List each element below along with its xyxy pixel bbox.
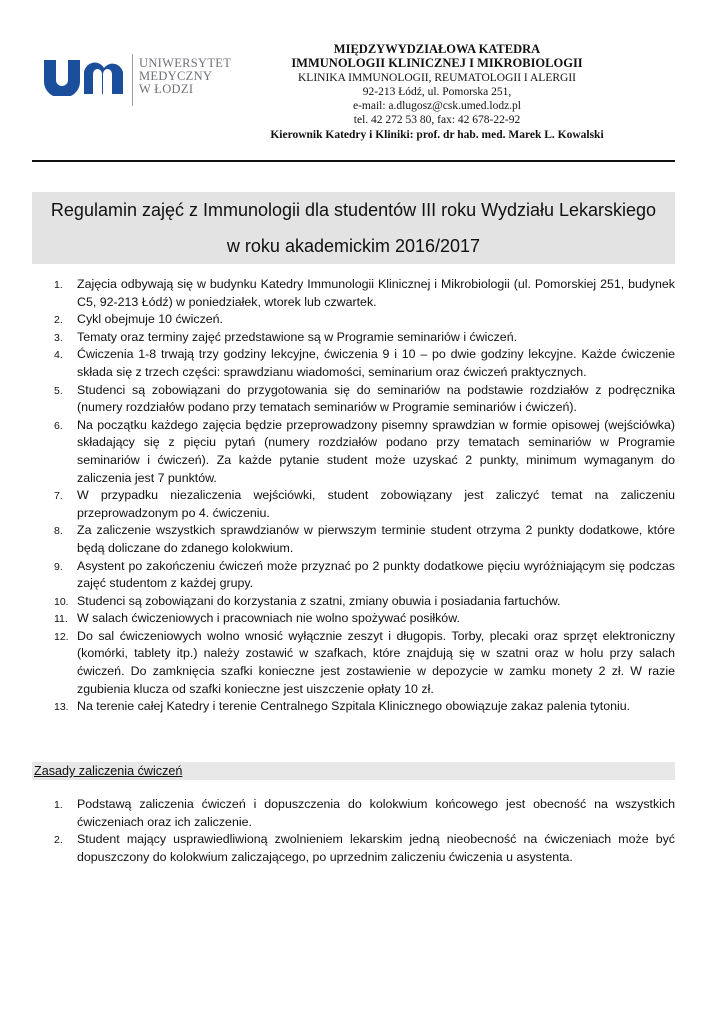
department-name-2: IMMUNOLOGII KLINICZNEJ I MIKROBIOLOGII — [291, 56, 583, 71]
credit-rule-number: 1. — [54, 799, 63, 811]
rule-item — [32, 417, 675, 487]
rule-item — [32, 276, 675, 311]
rule-number: 8. — [54, 525, 63, 538]
rule-text: Zajęcia odbywają się w budynku Katedry Immunologii Klinicznej i Mikrobiologii (ul. Pomorskiej 251, budynek C5, 92-213 Łódź) w poniedziałek, wtorek lub czwartek. — [77, 277, 675, 309]
credit-rule-text: Student mający usprawiedliwioną zwolnieniem lekarskim jedną nieobecność na ćwiczeniach może być dopuszczony do kolokwium zaliczającego, po uprzednim zaliczeniu ćwiczenia u asystenta. — [77, 832, 675, 864]
rules-list — [32, 276, 675, 716]
title-line-1: Regulamin zajęć z Immunologii dla studentów III roku Wydziału Lekarskiego — [50, 200, 657, 220]
rule-item — [32, 329, 675, 347]
rule-item — [32, 522, 675, 557]
rule-text: Do sal ćwiczeniowych wolno wnosić wyłącznie zeszyt i długopis. Torby, plecaki oraz sprzęt elektroniczny (komórki, tablety itp.) należy zostawić w szafkach, które znajdują się w szatni oraz w holu przy salach ćwiczeń. Do zamknięcia szafki konieczne jest zostawienie w depozycie w zamku monety 2 zł. W razie zgubienia klucza od szafki konieczne jest uiszczenie opłaty 10 zł. — [77, 628, 675, 696]
university-logo — [42, 54, 242, 114]
rule-item — [32, 593, 675, 611]
rule-number: 9. — [54, 560, 63, 573]
header-divider — [32, 160, 675, 162]
logo-line-1: UNIWERSYTET — [139, 56, 232, 70]
rule-text: Ćwiczenia 1-8 trwają trzy godziny lekcyjne, ćwiczenia 9 i 10 – po dwie godziny lekcyjne. Każde ćwiczenie składa się z trzech części: sprawdzianu wiadomości, seminarium oraz ćwiczeń praktycznych. — [77, 347, 675, 379]
university-name — [139, 57, 231, 96]
logo-separator — [132, 54, 133, 106]
clinic-name: KLINIKA IMMUNOLOGII, REUMATOLOGII I ALERGII — [298, 71, 576, 84]
rule-item — [32, 346, 675, 381]
rule-text: Za zaliczenie wszystkich sprawdzianów w pierwszym terminie student otrzyma 2 punkty dodatkowe, które będą doliczane do zdanego kolokwium. — [77, 523, 675, 555]
rule-number: 10. — [54, 595, 69, 608]
logo-line-3: W ŁODZI — [139, 82, 194, 96]
um-logo-icon — [42, 58, 124, 96]
rule-text: Na terenie całej Katedry i terenie Centralnego Szpitala Klinicznego obowiązuje zakaz palenia tytoniu. — [77, 699, 631, 714]
title-line-2: w roku akademickim 2016/2017 — [226, 236, 481, 256]
email: e-mail: a.dlugosz@csk.umed.lodz.pl — [352, 100, 522, 113]
rule-text: W salach ćwiczeniowych i pracowniach nie wolno spożywać posiłków. — [77, 611, 460, 626]
credit-rules-list — [32, 796, 675, 866]
rule-text: Na początku każdego zajęcia będzie przeprowadzony pisemny sprawdzian w formie opisowej (wejściówka) składający się z pięciu pytań (numery rozdziałów podano przy tematach seminariów w Programie seminariów i ćwiczeń). Za każde pytanie student może uzyskać 2 punkty, minimum wymaganym do zaliczenia jest 7 punktów. — [77, 417, 675, 485]
credit-rule-item — [32, 831, 675, 866]
phone: tel. 42 272 53 80, fax: 42 678-22-92 — [353, 114, 521, 127]
rule-number: 13. — [54, 701, 69, 714]
rule-text: Tematy oraz terminy zajęć przedstawione są w Programie seminariów i ćwiczeń. — [77, 329, 518, 344]
section-title: Zasady zaliczenia ćwiczeń — [34, 764, 183, 778]
rule-number: 5. — [54, 384, 63, 397]
section-heading — [32, 762, 675, 780]
credit-rule-text: Podstawą zaliczenia ćwiczeń i dopuszczenia do kolokwium końcowego jest obecność na wszystkich ćwiczeniach oraz ich zaliczenie. — [77, 797, 675, 829]
department-name: MIĘDZYWYDZIAŁOWA KATEDRA — [333, 42, 541, 56]
rule-item — [32, 382, 675, 417]
rule-item — [32, 487, 675, 522]
rule-number: 1. — [54, 279, 63, 291]
rule-item — [32, 558, 675, 593]
department-head: Kierownik Katedry i Kliniki: prof. dr hab. med. Marek L. Kowalski — [270, 128, 604, 141]
rule-number: 4. — [54, 349, 63, 362]
rule-text: Cykl obejmuje 10 ćwiczeń. — [77, 312, 223, 327]
rule-text: Studenci są zobowiązani do korzystania z szatni, zmiany obuwia i posiadania fartuchów. — [77, 593, 561, 608]
rule-text: W przypadku niezaliczenia wejściówki, student zobowiązany jest zaliczyć temat na zaliczeniu przeprowadzonym po 4. ćwiczeniu. — [77, 488, 675, 520]
rule-item — [32, 698, 675, 716]
rule-number: 11. — [54, 613, 68, 626]
document-title — [32, 192, 675, 264]
credit-rule-item — [32, 796, 675, 831]
institution-info — [227, 42, 647, 142]
rule-number: 6. — [54, 419, 63, 432]
rule-number: 12. — [54, 630, 69, 643]
document-header — [32, 40, 675, 160]
address: 92-213 Łódź, ul. Pomorska 251, — [362, 85, 512, 98]
rule-item — [32, 610, 675, 628]
rule-number: 3. — [54, 331, 63, 344]
rule-text: Asystent po zakończeniu ćwiczeń może przyznać po 2 punkty dodatkowe pięciu wyróżniającym się podczas zajęć studentom z każdej grupy. — [77, 558, 675, 591]
logo-line-2: MEDYCZNY — [139, 69, 213, 83]
rule-number: 7. — [54, 490, 63, 503]
rule-item — [32, 311, 675, 329]
rule-text: Studenci są zobowiązani do przygotowania się do seminariów na podstawie rozdziałów z podręcznika (numery rozdziałów podano przy tematach seminariów w Programie seminariów i ćwiczeń). — [77, 382, 675, 415]
rule-number: 2. — [54, 314, 63, 327]
credit-rule-number: 2. — [54, 834, 63, 847]
rule-item — [32, 628, 675, 698]
